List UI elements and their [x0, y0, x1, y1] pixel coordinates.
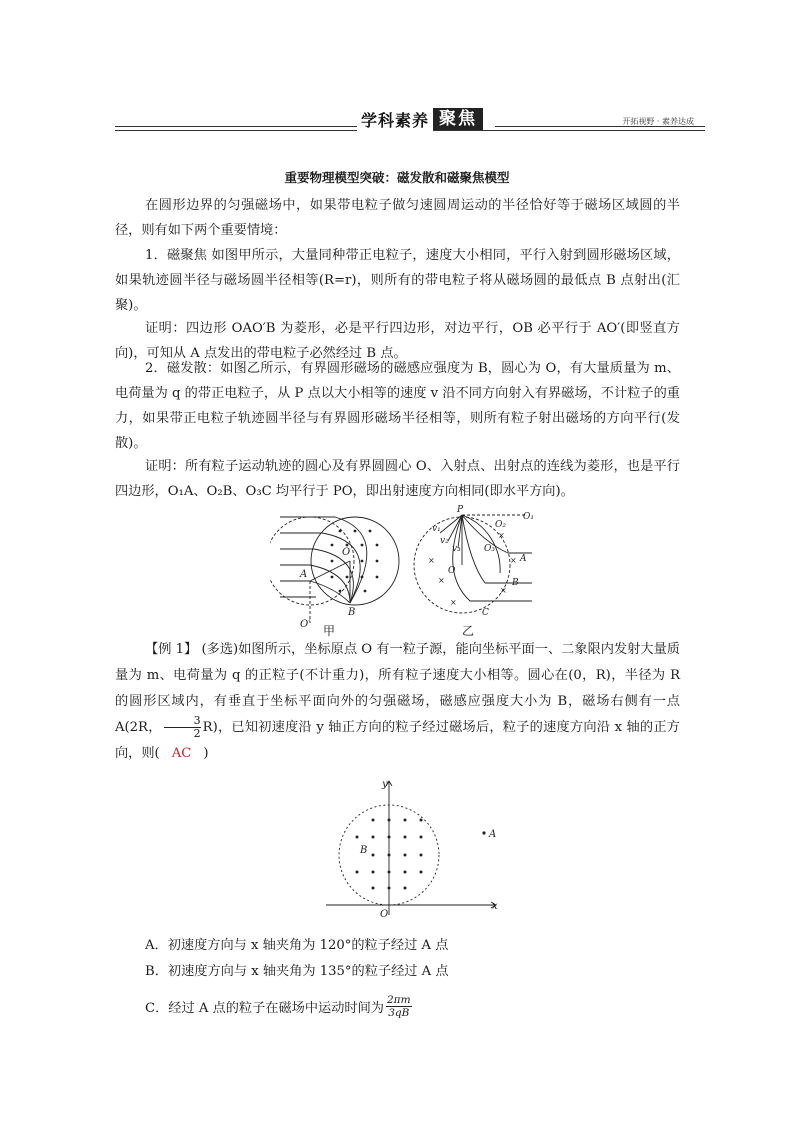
- option-c-text: C．经过 A 点的粒子在磁场中运动时间为: [145, 1001, 384, 1016]
- option-c: [145, 994, 412, 1019]
- figure-coordinate: [318, 775, 503, 920]
- page-title: 重要物理模型突破：磁发散和磁聚焦模型: [284, 170, 510, 185]
- label-yi-v2: v₂: [440, 536, 449, 546]
- example-text1: (多选)如图所示，坐标原点 O 有一粒子源，能向坐标平面一、二象限内发射大量质量为 m、电荷量为 q 的正粒子(不计重力)，所有粒子速度大小相等。圆心在(0，R)，半径为 R 的圆形区域内，有垂直于坐标平面向外的匀强磁场，磁感应强度大小为 B，磁场右侧有一点 A(2R，: [115, 642, 680, 735]
- label-yi-C: C: [482, 608, 489, 618]
- label-yi-B: B: [512, 578, 519, 588]
- example-tag: 【例 1】: [145, 642, 198, 657]
- label-yi-v3: v₃: [452, 544, 461, 554]
- item2-paragraph: 2．磁发散：如图乙所示，有界圆形磁场的磁感应强度为 B，圆心为 O，有大量质量为 m、电荷量为 q 的带正电粒子，从 P 点以大小相等的速度 v 沿不同方向射入有界磁场，不计粒子的重力，如果带正电粒子轨迹圆半径与有界圆形磁场半径相等，则所有粒子射出磁场的方向平行(发散)。: [115, 361, 680, 451]
- section-header-label: 学科素养: [357, 108, 433, 131]
- proof2-paragraph: 证明：所有粒子运动轨迹的圆心及有界圆圆心 O、入射点、出射点的连线为菱形，也是平行四边形，O₁A、O₂B、O₃C 均平行于 PO，即出射速度方向相同(即水平方向)。: [115, 459, 680, 499]
- figure-focus-diverge: [270, 503, 540, 638]
- option-c-fraction: [386, 994, 412, 1019]
- label-yi-O1: O₁: [523, 512, 534, 522]
- section-header-highlight: 聚焦: [433, 108, 483, 130]
- option-c-den: 3qB: [388, 1007, 410, 1019]
- svg-text:×: ×: [428, 556, 435, 565]
- caption-yi: 乙: [462, 624, 475, 638]
- intro-paragraph: 在圆形边界的匀强磁场中，如果带电粒子做匀速圆周运动的半径恰好等于磁场区域圆的半径，则有如下两个重要情境：: [115, 198, 680, 238]
- svg-text:×: ×: [498, 531, 505, 540]
- svg-text:×: ×: [438, 576, 445, 585]
- label-jia-B: B: [348, 607, 356, 618]
- example-fraction: [164, 715, 201, 740]
- caption-jia: 甲: [323, 624, 336, 638]
- label-yi-P: P: [457, 505, 464, 515]
- label-yi-A: A: [520, 554, 527, 564]
- example-paragraph: [115, 637, 680, 767]
- section-header: [357, 108, 495, 130]
- label-jia-Oprime: O′: [300, 619, 311, 630]
- example-answer: AC: [171, 746, 192, 761]
- option-a: A．初速度方向与 x 轴夹角为 120°的粒子经过 A 点: [145, 938, 449, 953]
- point-A: [482, 831, 485, 834]
- label-yi-O2: O₂: [495, 520, 506, 530]
- label-jia-O: O: [342, 547, 351, 558]
- example-frac-den: 2: [193, 727, 201, 740]
- label-yi-O: O: [448, 566, 456, 576]
- svg-text:×: ×: [450, 598, 457, 607]
- header-rule-left: [115, 126, 357, 127]
- proof1-paragraph: 证明：四边形 OAO′B 为菱形，必是平行四边形，对边平行，OB 必平行于 AO′(即竖直方向)，可知从 A 点发出的带电粒子必然经过 B 点。: [115, 321, 680, 361]
- label-B: B: [360, 845, 368, 856]
- svg-text:×: ×: [500, 586, 507, 595]
- label-A: A: [489, 829, 497, 840]
- svg-text:×: ×: [510, 556, 517, 565]
- label-jia-A: A: [300, 569, 308, 580]
- axis-y-label: y: [382, 779, 388, 790]
- example-text2: R)，已知初速度沿 y 轴正方向的粒子经过磁场后，粒子的速度方向沿 x 轴的正方向，则(: [115, 720, 680, 761]
- origin-label: O: [380, 909, 389, 920]
- label-yi-v1: v₁: [432, 524, 441, 534]
- axis-x-label: x: [492, 901, 498, 912]
- example-text3: ): [203, 746, 209, 761]
- option-c-num: 2πm: [387, 994, 411, 1006]
- figure-jia: [270, 517, 399, 623]
- label-yi-O3: O₃: [484, 544, 495, 554]
- example-frac-num: 3: [164, 715, 201, 728]
- item1-paragraph: 1．磁聚焦 如图甲所示，大量同种带正电粒子，速度大小相同，平行入射到圆形磁场区域，如果轨迹圆半径与磁场圆半径相等(R=r)，则所有的带电粒子将从磁场圆的最低点 B 点射出(汇聚)。: [115, 248, 680, 313]
- header-note: 开拓视野 · 素养达成: [622, 117, 694, 126]
- option-b: B．初速度方向与 x 轴夹角为 135°的粒子经过 A 点: [145, 964, 449, 979]
